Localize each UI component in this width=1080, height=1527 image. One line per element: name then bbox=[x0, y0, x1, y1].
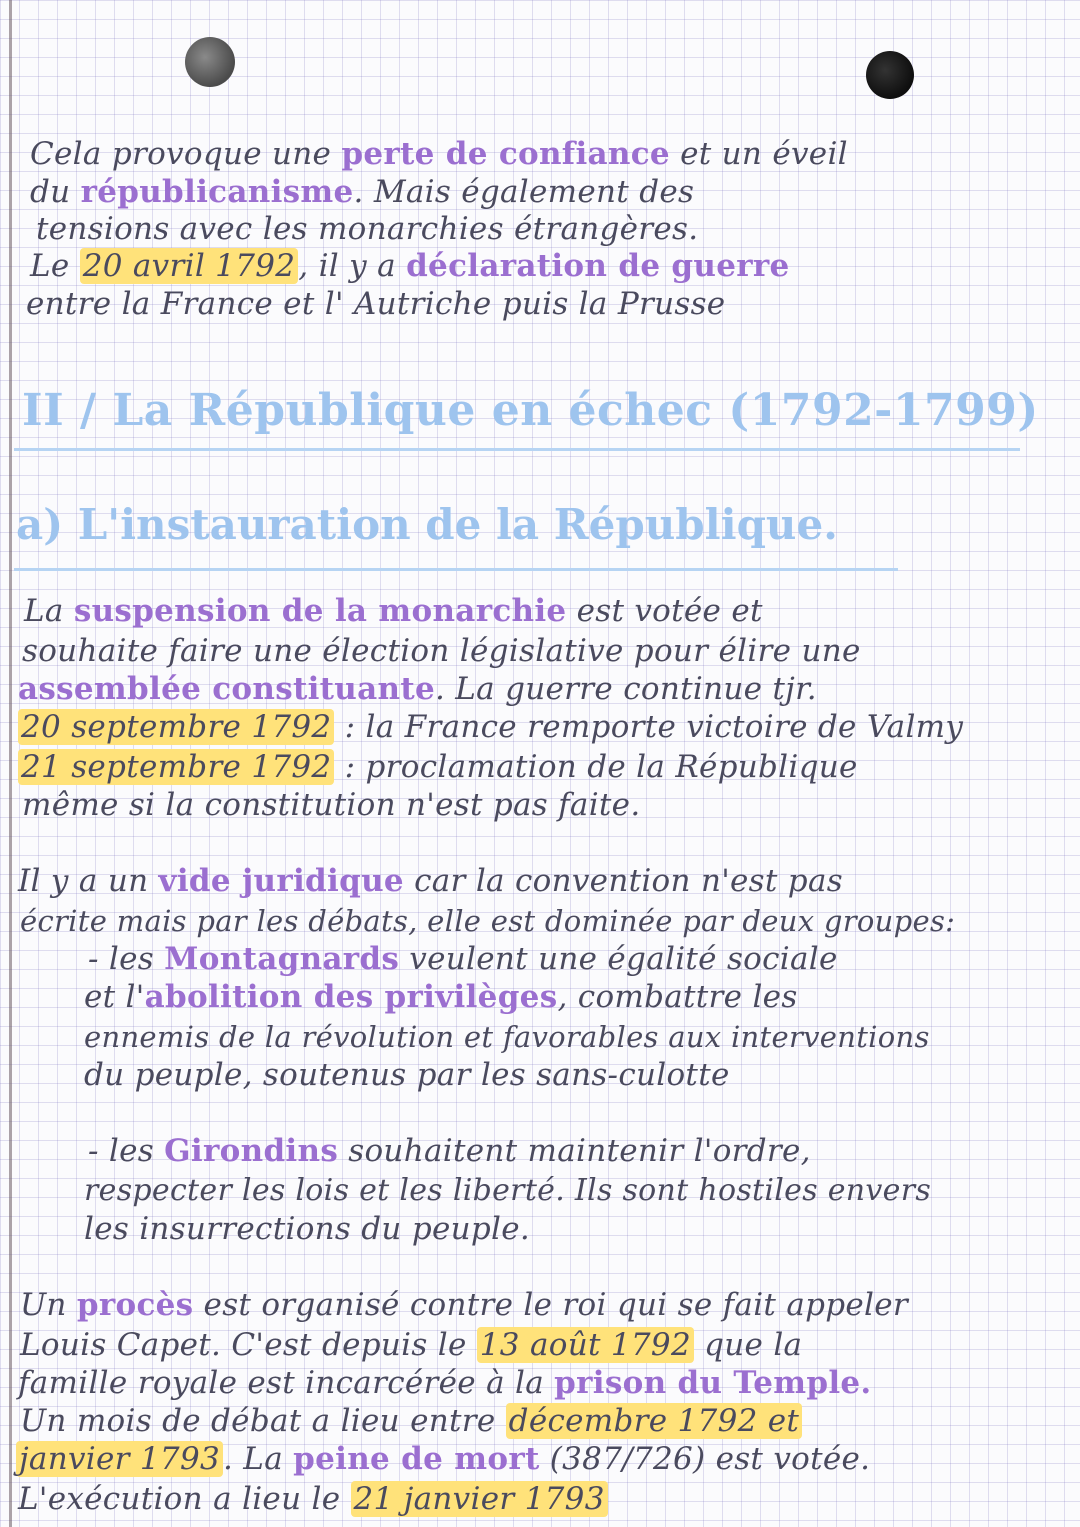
section-heading: II / La République en échec (1792-1799) bbox=[22, 385, 1039, 436]
text-line: même si la constitution n'est pas faite. bbox=[22, 787, 641, 823]
text-line: La suspension de la monarchie est votée et bbox=[24, 593, 763, 629]
keyword: Montagnards bbox=[164, 941, 400, 977]
text-line: Un procès est organisé contre le roi qui se fait appeler bbox=[20, 1287, 909, 1323]
keyword: peine de mort bbox=[293, 1441, 540, 1477]
text-line: Le 20 avril 1792, il y a déclaration de guerre bbox=[30, 248, 790, 284]
date-highlight: janvier 1793 bbox=[16, 1441, 223, 1477]
keyword: déclaration de guerre bbox=[406, 248, 790, 284]
text-line: Cela provoque une perte de confiance et un éveil bbox=[30, 136, 848, 172]
subsection-heading: a) L'instauration de la République. bbox=[16, 500, 838, 549]
binder-hole-left bbox=[185, 37, 235, 87]
text-line: entre la France et l' Autriche puis la Prusse bbox=[26, 286, 726, 322]
keyword: républicanisme bbox=[80, 174, 354, 210]
text-line: janvier 1793. La peine de mort (387/726) est votée. bbox=[16, 1440, 870, 1478]
keyword: assemblée constituante bbox=[18, 671, 435, 707]
text-line: souhaite faire une élection législative pour élire une bbox=[22, 633, 861, 669]
text-line: du républicanisme. Mais également des bbox=[30, 174, 695, 210]
text-line: et l'abolition des privilèges, combattre les bbox=[84, 979, 798, 1015]
keyword: prison du Temple. bbox=[554, 1365, 872, 1401]
text-line: les insurrections du peuple. bbox=[84, 1211, 531, 1247]
binder-hole-right bbox=[866, 51, 914, 99]
date-highlight: décembre 1792 et bbox=[506, 1403, 803, 1439]
text-line: - les Montagnards veulent une égalité sociale bbox=[88, 941, 838, 977]
text-line: famille royale est incarcérée à la prison du Temple. bbox=[18, 1365, 872, 1401]
text-line: L'exécution a lieu le 21 janvier 1793 bbox=[18, 1480, 608, 1518]
date-highlight: 20 septembre 1792 bbox=[18, 709, 334, 745]
text-line: écrite mais par les débats, elle est dominée par deux groupes: bbox=[20, 904, 956, 938]
text-line: du peuple, soutenus par les sans-culotte bbox=[84, 1057, 730, 1093]
keyword: Girondins bbox=[164, 1133, 339, 1169]
date-highlight: 21 janvier 1793 bbox=[351, 1481, 608, 1517]
keyword: perte de confiance bbox=[341, 136, 670, 172]
keyword: abolition des privilèges bbox=[144, 979, 558, 1015]
text-line: 20 septembre 1792 : la France remporte victoire de Valmy bbox=[18, 708, 963, 746]
text-line: - les Girondins souhaitent maintenir l'ordre, bbox=[88, 1133, 811, 1169]
text-line: Il y a un vide juridique car la convention n'est pas bbox=[18, 863, 843, 899]
keyword: procès bbox=[76, 1287, 194, 1323]
text-line: Un mois de débat a lieu entre décembre 1792 et bbox=[20, 1402, 802, 1440]
heading-underline bbox=[14, 568, 898, 571]
text-line: 21 septembre 1792 : proclamation de la République bbox=[18, 748, 858, 786]
text-line: assemblée constituante. La guerre continue tjr. bbox=[18, 671, 817, 707]
date-highlight: 21 septembre 1792 bbox=[18, 749, 334, 785]
date-highlight: 20 avril 1792 bbox=[80, 248, 299, 284]
text-line: Louis Capet. C'est depuis le 13 août 1792 que la bbox=[20, 1327, 803, 1363]
margin-line bbox=[9, 0, 12, 1527]
heading-underline bbox=[14, 448, 1020, 451]
text-line: respecter les lois et les liberté. Ils sont hostiles envers bbox=[84, 1173, 932, 1208]
text-line: ennemis de la révolution et favorables aux interventions bbox=[84, 1020, 930, 1054]
date-highlight: 13 août 1792 bbox=[477, 1327, 694, 1363]
text-line: tensions avec les monarchies étrangères. bbox=[36, 211, 699, 247]
keyword: suspension de la monarchie bbox=[73, 593, 567, 629]
keyword: vide juridique bbox=[158, 863, 404, 899]
